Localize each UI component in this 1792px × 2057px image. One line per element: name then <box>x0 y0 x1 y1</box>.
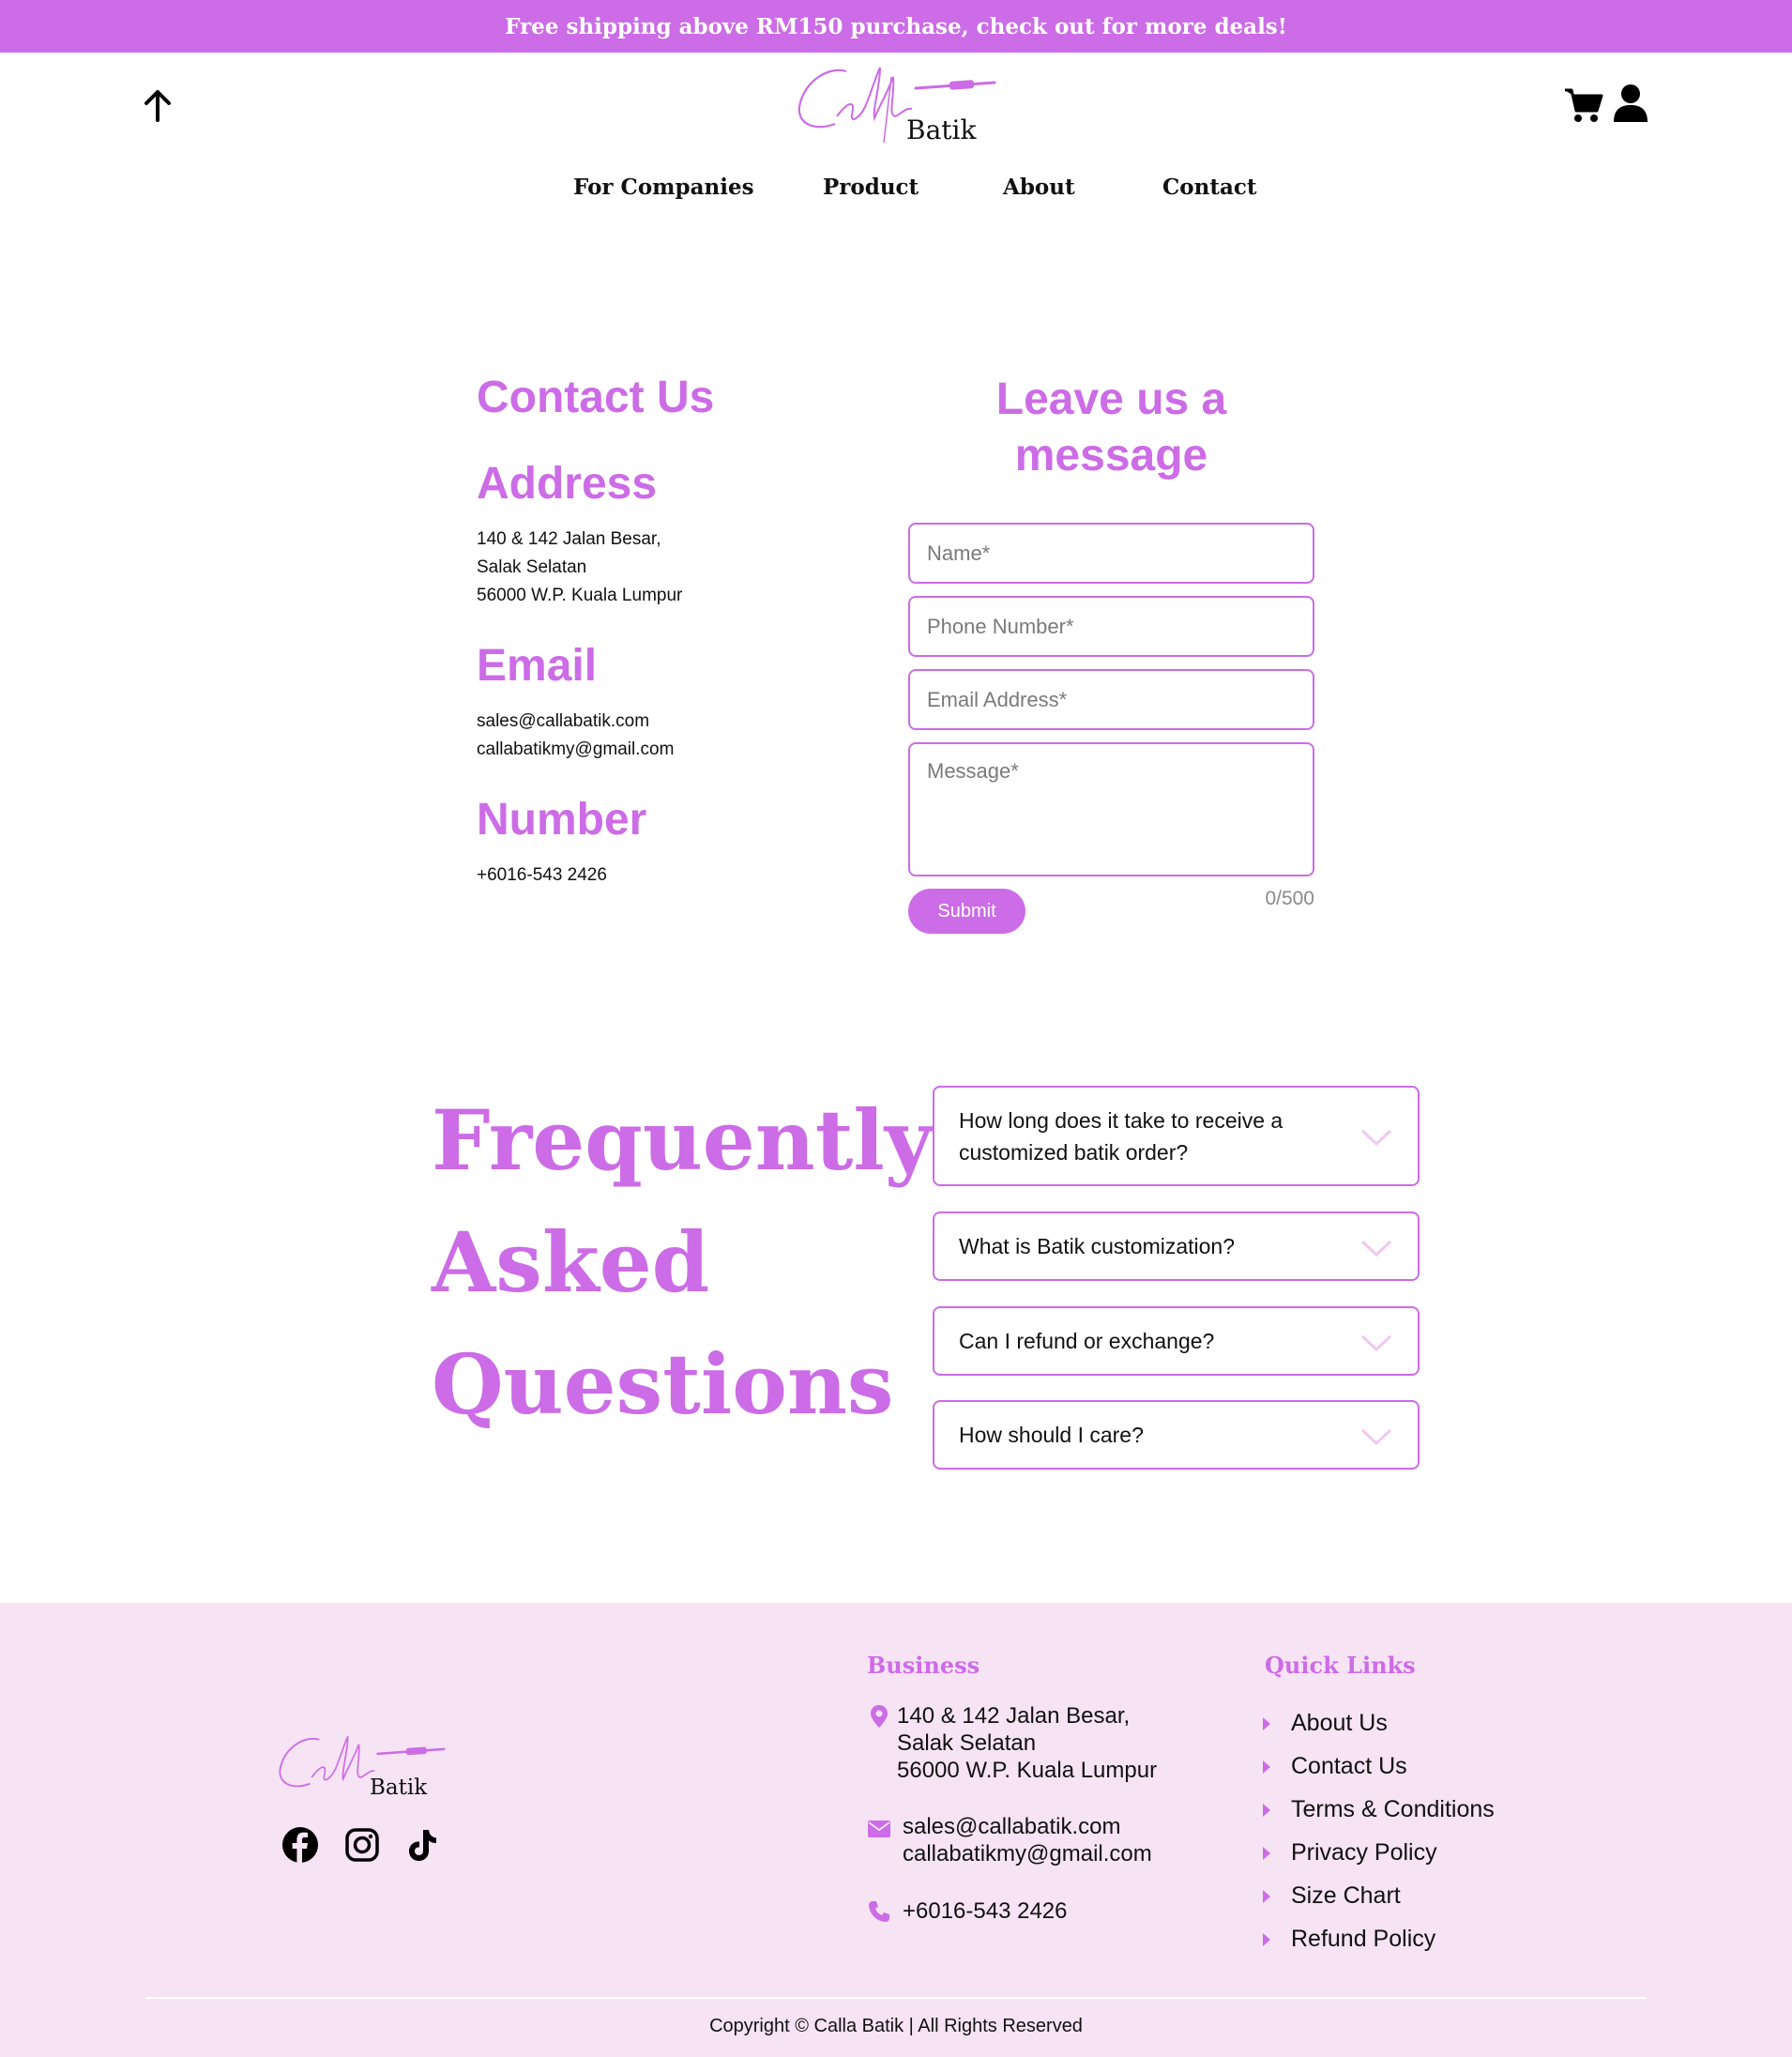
faq-title-line: Asked <box>432 1213 710 1311</box>
message-input[interactable] <box>908 742 1314 876</box>
quick-link-contact-us[interactable] <box>1263 1753 1407 1780</box>
form-title-line: message <box>1014 431 1208 480</box>
footer-address-line: 56000 W.P. Kuala Lumpur <box>897 1758 1158 1783</box>
nav-item-about[interactable]: About <box>1003 175 1075 200</box>
email-line: sales@callabatik.com <box>477 711 650 731</box>
faq-title-line: Questions <box>432 1335 894 1433</box>
char-counter: 0/500 <box>1265 888 1314 909</box>
quick-link-label: About Us <box>1291 1710 1388 1736</box>
nav-item-product[interactable]: Product <box>823 175 919 200</box>
chevron-down-icon <box>1359 1127 1393 1148</box>
address-text <box>477 526 682 610</box>
faq-item[interactable] <box>933 1211 1420 1281</box>
phone-input[interactable] <box>908 596 1314 657</box>
chevron-down-icon <box>1359 1333 1393 1353</box>
address-line: Salak Selatan <box>477 557 587 577</box>
footer-email-line[interactable]: sales@callabatik.com <box>903 1814 1121 1839</box>
quick-link-refund-policy[interactable] <box>1263 1926 1435 1953</box>
faq-question <box>959 1105 1334 1168</box>
faq-item[interactable] <box>933 1086 1420 1186</box>
chevron-down-icon <box>1359 1238 1393 1258</box>
contact-title: Contact Us <box>477 373 715 422</box>
footer-address-line: 140 & 142 Jalan Besar, <box>897 1703 1131 1729</box>
faq-item[interactable] <box>933 1400 1420 1470</box>
faq-question: What is Batik customization? <box>959 1234 1236 1258</box>
name-input[interactable] <box>908 523 1314 584</box>
faq-question-line: How long does it take to receive a <box>959 1108 1283 1133</box>
footer-emails <box>903 1813 1152 1867</box>
number-title: Number <box>477 795 647 845</box>
address-line: 140 & 142 Jalan Besar, <box>477 529 661 549</box>
quick-link-label: Terms & Conditions <box>1291 1796 1495 1822</box>
footer-business-title: Business <box>867 1652 980 1679</box>
bullet-triangle-icon <box>1263 1804 1270 1817</box>
faq-question: Can I refund or exchange? <box>959 1329 1215 1353</box>
form-title-line: Leave us a <box>995 374 1227 424</box>
footer-phone[interactable]: +6016-543 2426 <box>903 1898 1068 1924</box>
phone-text: +6016-543 2426 <box>477 865 607 885</box>
footer-logo[interactable] <box>272 1729 450 1807</box>
submit-button[interactable]: Submit <box>908 889 1025 934</box>
footer-divider <box>145 1997 1647 1999</box>
email-title: Email <box>477 641 598 691</box>
quick-link-label: Contact Us <box>1291 1753 1407 1779</box>
main-nav <box>0 175 1792 208</box>
tiktok-icon[interactable] <box>403 1826 441 1864</box>
copyright: Copyright © Calla Batik | All Rights Reserved <box>709 2016 1083 2036</box>
footer-quick-links-title: Quick Links <box>1265 1652 1416 1679</box>
faq-title <box>432 1079 933 1445</box>
quick-link-label: Privacy Policy <box>1291 1839 1437 1866</box>
arrow-up-icon[interactable] <box>139 86 176 124</box>
bullet-triangle-icon <box>1263 1890 1270 1903</box>
cart-icon[interactable] <box>1563 84 1604 126</box>
form-title <box>908 372 1314 484</box>
address-line: 56000 W.P. Kuala Lumpur <box>477 586 683 605</box>
instagram-icon[interactable] <box>343 1826 381 1864</box>
footer-address-line: Salak Selatan <box>897 1730 1037 1756</box>
phone-icon <box>867 1899 891 1924</box>
email-line: callabatikmy@gmail.com <box>477 739 675 759</box>
email-text <box>477 708 674 764</box>
quick-link-label: Refund Policy <box>1291 1926 1436 1952</box>
footer-logo-name: Batik <box>370 1775 428 1800</box>
quick-link-size-chart[interactable] <box>1263 1882 1401 1910</box>
facebook-icon[interactable] <box>281 1826 319 1864</box>
announcement-text: Free shipping above RM150 purchase, check out for more deals! <box>505 13 1287 39</box>
faq-item[interactable] <box>933 1306 1420 1376</box>
envelope-icon <box>867 1817 891 1841</box>
brand-logo[interactable] <box>790 58 1002 152</box>
logo-name: Batik <box>906 114 977 145</box>
faq-question-line: customized batik order? <box>959 1140 1189 1165</box>
email-input[interactable] <box>908 669 1314 730</box>
bullet-triangle-icon <box>1263 1760 1270 1774</box>
nav-item-for-companies[interactable]: For Companies <box>573 175 754 200</box>
faq-question: How should I care? <box>959 1423 1144 1447</box>
bullet-triangle-icon <box>1263 1933 1270 1946</box>
nav-item-contact[interactable]: Contact <box>1162 175 1257 200</box>
footer-email-line[interactable]: callabatikmy@gmail.com <box>903 1841 1152 1867</box>
footer-address <box>897 1702 1157 1784</box>
bullet-triangle-icon <box>1263 1847 1270 1860</box>
faq-title-line: Frequently <box>432 1091 933 1189</box>
location-icon <box>867 1704 891 1729</box>
chevron-down-icon <box>1359 1426 1393 1447</box>
address-title: Address <box>477 459 658 509</box>
user-icon[interactable] <box>1612 83 1649 124</box>
quick-link-label: Size Chart <box>1291 1882 1401 1909</box>
announcement-bar <box>0 0 1792 53</box>
quick-link-about-us[interactable] <box>1263 1710 1388 1737</box>
quick-link-privacy-policy[interactable] <box>1263 1839 1437 1867</box>
quick-link-terms[interactable] <box>1263 1796 1495 1823</box>
bullet-triangle-icon <box>1263 1717 1270 1730</box>
